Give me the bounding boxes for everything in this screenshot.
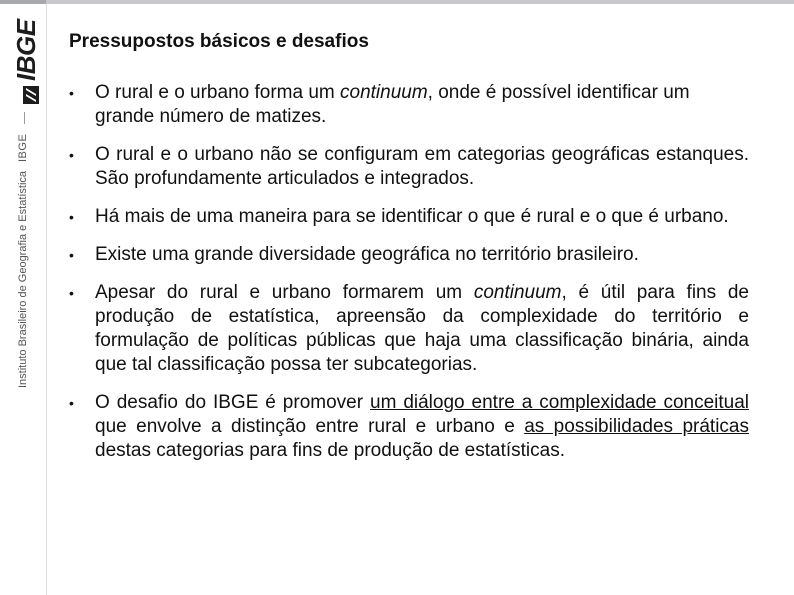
bullet-symbol: • — [69, 285, 74, 301]
bullet-symbol: • — [69, 395, 74, 411]
bullet-text: Há mais de uma maneira para se identificar o que é rural e o que é urbano. — [95, 206, 729, 227]
bullet-text: O desafio do IBGE é promover um diálogo entre a complexidade conceitual que envolve a distinção entre rural e urbano e as possibilidades práticas destas categorias para fins de produção de estatísticas. — [95, 392, 749, 461]
bullet-item — [69, 205, 749, 229]
bullet-item — [69, 391, 749, 463]
bullet-text: O rural e o urbano forma um continuum, onde é possível identificar um grande número de matizes. — [95, 82, 690, 127]
bullet-text: O rural e o urbano não se configuram em categorias geográficas estanques. São profundamente articulados e integrados. — [95, 144, 749, 189]
top-bar — [0, 0, 794, 4]
bullet-symbol: • — [69, 209, 74, 225]
bullet-symbol: • — [69, 247, 74, 263]
bullet-item — [69, 143, 749, 191]
bullet-item — [69, 243, 749, 267]
bullet-text: Existe uma grande diversidade geográfica no território brasileiro. — [95, 244, 639, 265]
bullet-symbol: • — [69, 85, 74, 101]
sidebar-separator — [24, 112, 25, 124]
bullet-list — [69, 81, 749, 477]
bullet-text: Apesar do rural e urbano formarem um continuum, é útil para fins de produção de estatística, apreensão da complexidade do território e formulação de políticas públicas que haja uma classificação binária, ainda que tal classificação possa ter subcategorias. — [95, 282, 749, 375]
ibge-logo-mark-icon — [21, 85, 41, 105]
bullet-symbol: • — [69, 147, 74, 163]
bullet-item — [69, 81, 749, 129]
bullet-item — [69, 281, 749, 377]
sidebar-divider — [46, 4, 47, 595]
slide-title: Pressupostos básicos e desafios — [69, 31, 369, 52]
ibge-logo-text: IBGE — [11, 19, 41, 81]
